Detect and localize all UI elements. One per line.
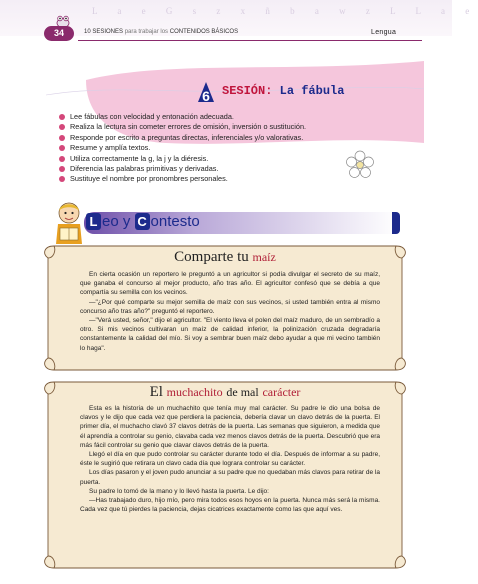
story2-paragraph: Llegó el día en que pudo controlar su carácter durante todo el día. Después de informar a su padre, éste le sugirió que retirara un clavo cada día que lograra controlar su carácter. bbox=[80, 451, 380, 468]
section-word-2: ontesto bbox=[150, 213, 200, 230]
story1-paragraph: —"Verá usted, señor," dijo el agricultor. "El viento lleva el polen del maíz maduro, de un sembradío a otro. Si mis vecinos cultivaran un maíz de calidad inferior, la polinización cruzada degradaría constantemente la calidad del mío. Si voy a sembrar buen maíz debo ayudar a que mi vecino también lo haga". bbox=[80, 317, 380, 352]
header-suffix: CONTENIDOS BÁSICOS bbox=[169, 29, 239, 35]
story1-title bbox=[82, 249, 368, 266]
section-word-1: eo y bbox=[102, 213, 135, 230]
story2-title-a: El bbox=[149, 384, 163, 400]
objective-item: Utiliza correctamente la g, la j y la diéresis. bbox=[58, 154, 358, 164]
story1-paragraph: En cierta ocasión un reportero le preguntó a un agricultor si podía divulgar el secreto de su maíz, que ganaba el concurso al mejor producto, año tras año. El agricultor confesó que se debía a que compartía su semilla con los vecinos. bbox=[80, 271, 380, 297]
story1-paragraph: —"¿Por qué comparte su mejor semilla de maíz con sus vecinos, si usted también entra al mismo concurso año tras año?" preguntó el reportero. bbox=[80, 298, 380, 315]
session-label: SESIÓN: bbox=[222, 84, 273, 98]
header-middle: para trabajar los bbox=[124, 29, 169, 35]
section-cap-2: C bbox=[135, 213, 150, 230]
section-title bbox=[86, 213, 200, 230]
page-number: 34 bbox=[44, 26, 74, 41]
objectives-list bbox=[58, 112, 358, 185]
session-number: 6 bbox=[202, 88, 210, 104]
objective-item: Responde por escrito a preguntas directas, inferenciales y/o valorativas. bbox=[58, 133, 358, 143]
header-prefix: 10 SESIONES bbox=[84, 29, 124, 35]
header-rule bbox=[78, 40, 422, 41]
story2-paragraph: Su padre lo tomó de la mano y lo llevó hasta la puerta. Le dijo: bbox=[89, 487, 269, 495]
story2-paragraph: —Has trabajado duro, hijo mío, pero mira todos esos hoyos en la puerta. Nunca más será la misma. Cada vez que tú pierdes la paciencia, dejas cicatrices exactamente como las que aquí ves. bbox=[80, 497, 380, 514]
header-decor-letters: L a e G s z x ñ b a w z L L a e bbox=[92, 6, 478, 16]
session-topic: La fábula bbox=[279, 84, 345, 98]
header-subject: Lengua bbox=[371, 29, 397, 36]
story1-title-b: maíz bbox=[252, 250, 276, 264]
story2-title-d: carácter bbox=[262, 385, 301, 399]
story2-title bbox=[82, 384, 368, 401]
session-number-badge bbox=[196, 80, 216, 106]
objective-item: Realiza la lectura sin cometer errores de omisión, inversión o sustitución. bbox=[58, 122, 358, 132]
story1-body bbox=[80, 270, 380, 353]
story1-title-a: Comparte tu bbox=[174, 249, 249, 265]
objective-item: Lee fábulas con velocidad y entonación adecuada. bbox=[58, 112, 358, 122]
session-title bbox=[222, 84, 344, 98]
story2-body bbox=[80, 404, 380, 514]
story2-paragraph: Los días pasaron y el joven pudo anunciar a su padre que no quedaban más clavos para retirar de la puerta. bbox=[80, 469, 380, 486]
flower-icon bbox=[345, 150, 375, 180]
story2-title-c: de mal bbox=[226, 385, 259, 399]
objective-item: Resume y amplía textos. bbox=[58, 143, 358, 153]
section-cap-1: L bbox=[86, 213, 101, 230]
header-series-title bbox=[84, 29, 238, 35]
story2-title-b: muchachito bbox=[166, 385, 223, 399]
story2-paragraph: Esta es la historia de un muchachito que tenía muy mal carácter. Su padre le dio una bolsa de clavos y le dijo que cada vez que perdiera la paciencia, debería clavar un clavo detrás de la puerta. El primer día, el muchacho clavó 37 clavos detrás de la puerta. Las semanas que siguieron, a medida que él aprendía a controlar su genio, clavaba cada vez menos clavos detrás de la puerta. Descubrió que era más fácil controlar su genio que clavar clavos detrás de la puerta. bbox=[80, 405, 380, 449]
objective-item: Diferencia las palabras primitivas y derivadas. bbox=[58, 164, 358, 174]
section-band-tab bbox=[392, 212, 400, 234]
objective-item: Sustituye el nombre por pronombres personales. bbox=[58, 174, 358, 184]
